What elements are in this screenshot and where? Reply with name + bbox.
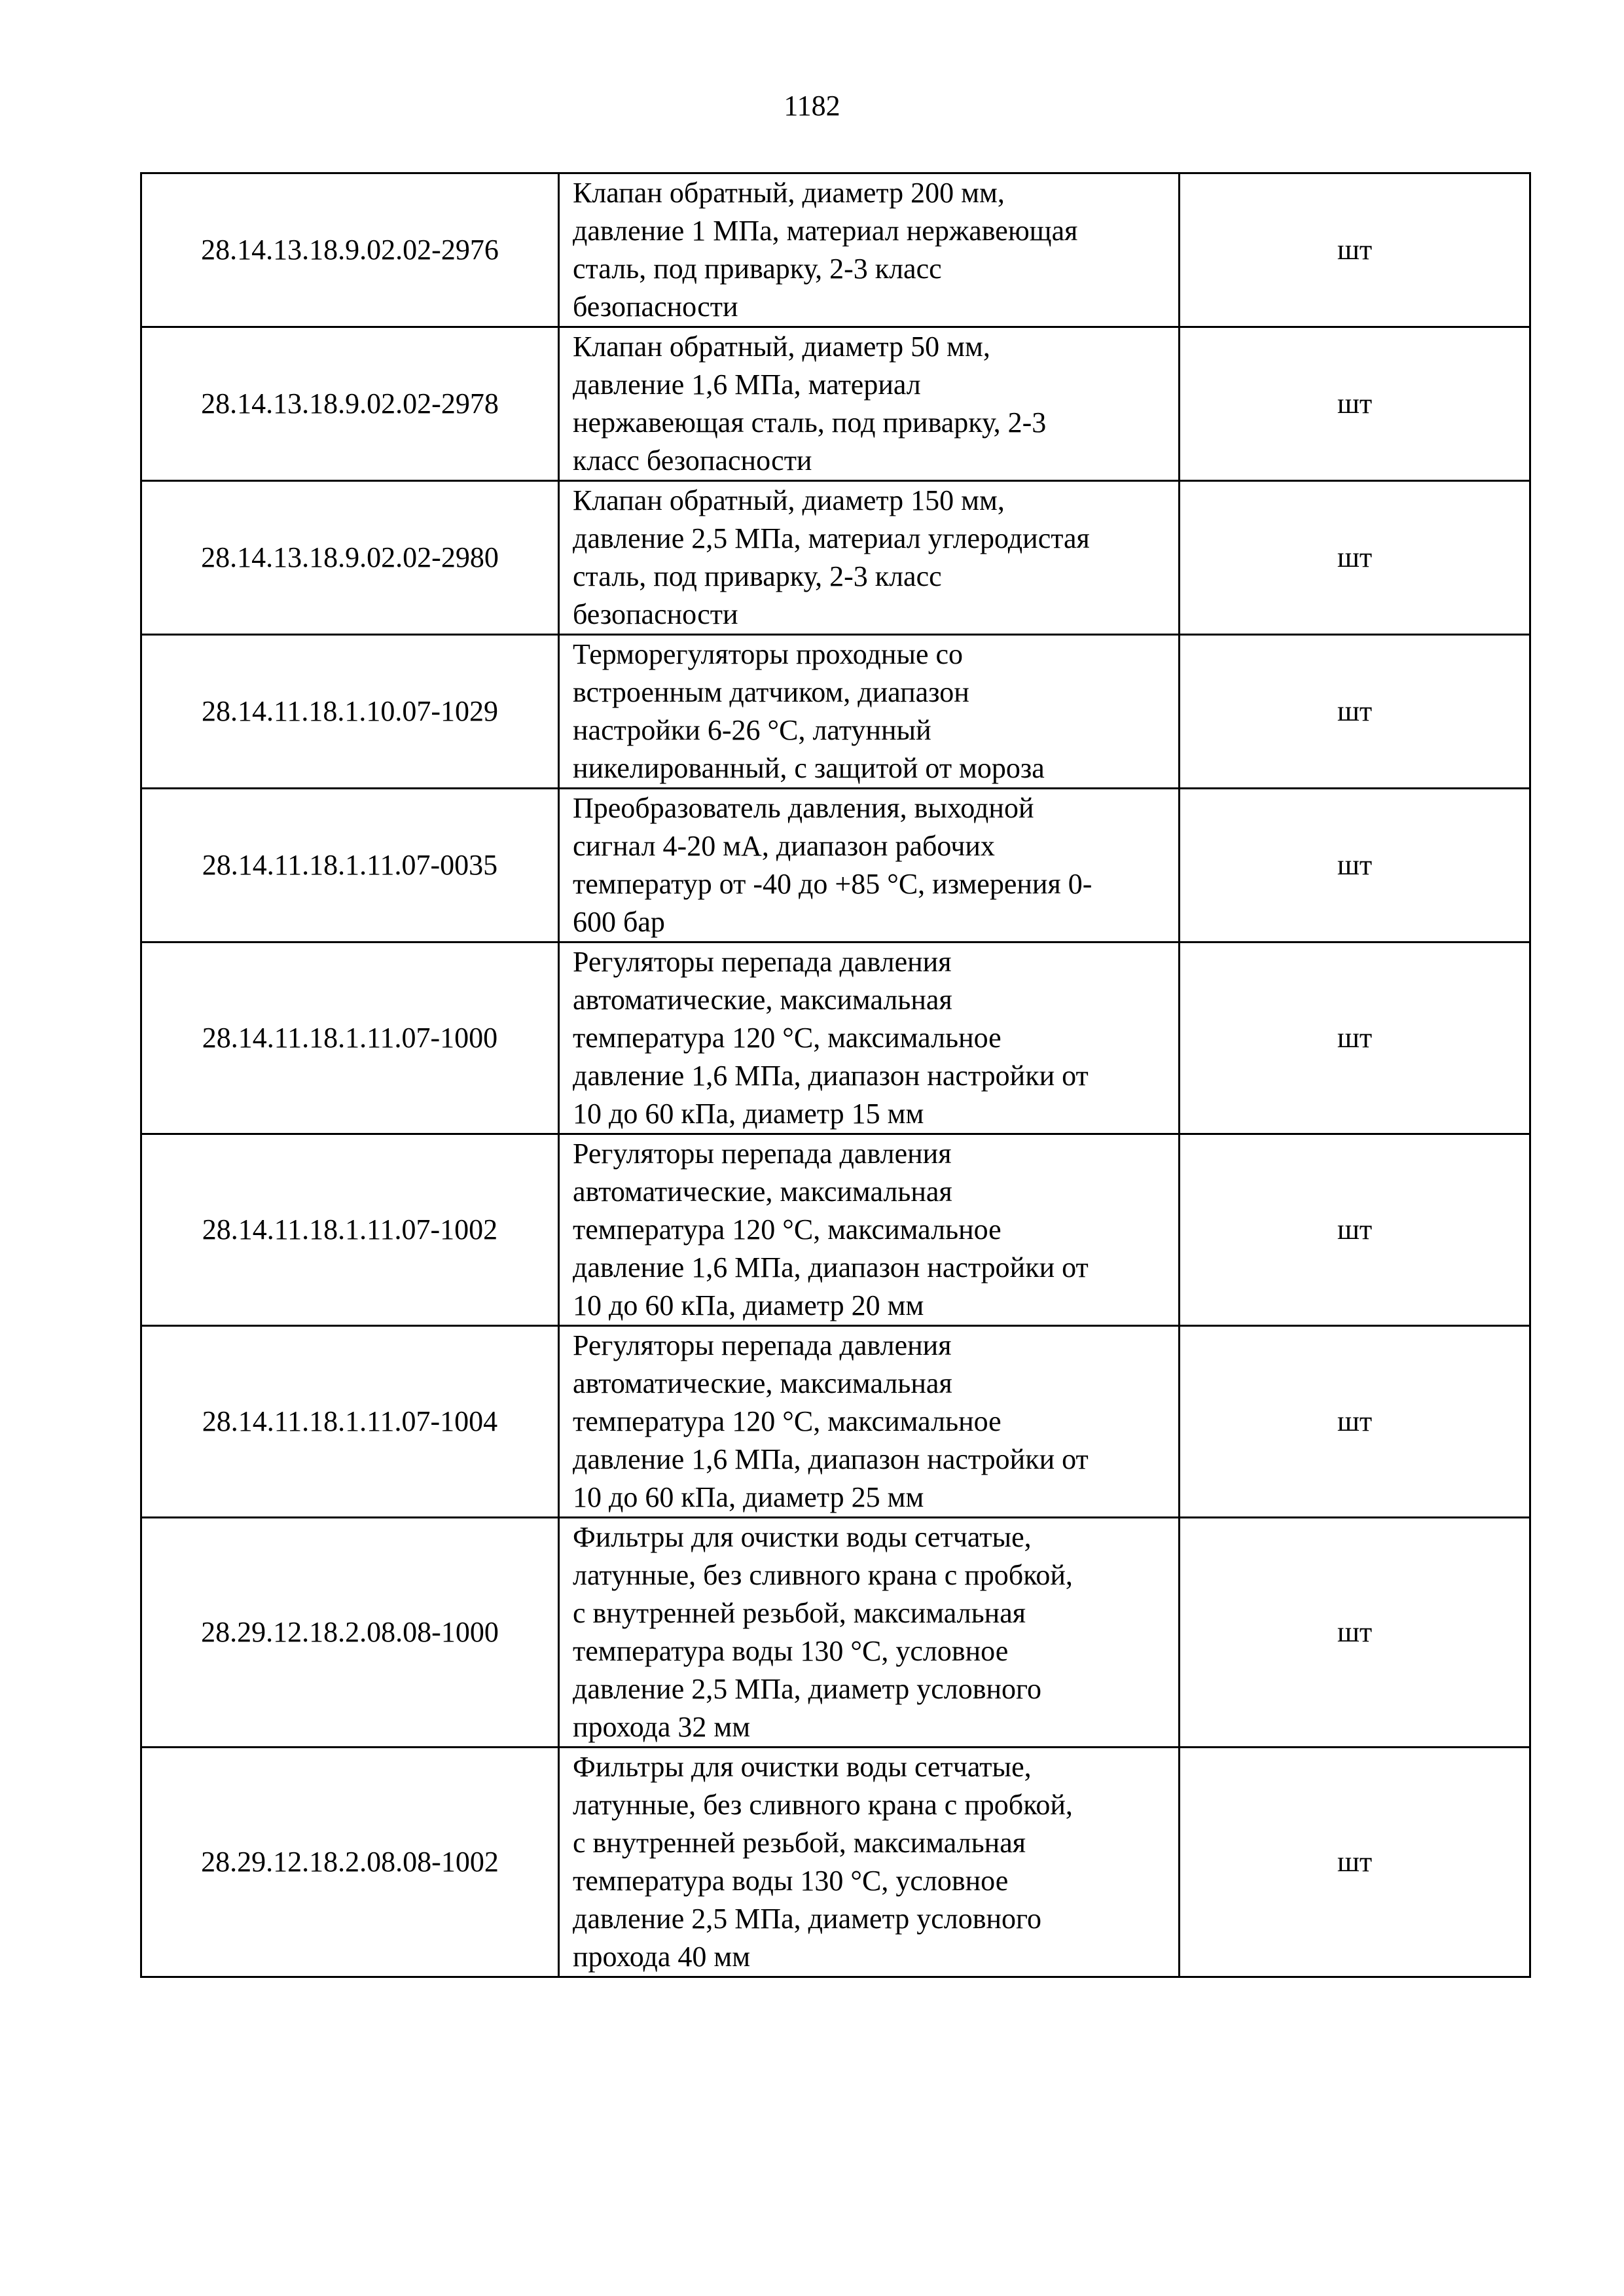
description-line: автоматические, максимальная <box>573 1367 952 1399</box>
table-row <box>141 1134 1530 1326</box>
catalog-table <box>140 172 1531 1978</box>
resource-code: 28.14.11.18.1.10.07-1029 <box>141 635 559 789</box>
description-line: давление 1,6 МПа, материал <box>573 368 921 401</box>
description-line: нержавеющая сталь, под приварку, 2-3 <box>573 406 1047 439</box>
description-line: с внутренней резьбой, максимальная <box>573 1827 1026 1859</box>
resource-code: 28.29.12.18.2.08.08-1002 <box>141 1748 559 1977</box>
table-row <box>141 789 1530 942</box>
description-line: Терморегуляторы проходные со <box>573 638 964 670</box>
description-line: давление 2,5 МПа, диаметр условного <box>573 1673 1042 1705</box>
resource-code: 28.14.11.18.1.11.07-1002 <box>141 1134 559 1326</box>
description-line: Фильтры для очистки воды сетчатые, <box>573 1521 1032 1553</box>
description-line: автоматические, максимальная <box>573 984 952 1016</box>
description-line: Клапан обратный, диаметр 50 мм, <box>573 331 990 363</box>
description-line: 10 до 60 кПа, диаметр 20 мм <box>573 1289 924 1321</box>
description-line: 10 до 60 кПа, диаметр 15 мм <box>573 1098 924 1130</box>
description-line: Регуляторы перепада давления <box>573 946 952 978</box>
resource-description <box>559 1134 1180 1326</box>
description-line: сигнал 4-20 мА, диапазон рабочих <box>573 830 995 862</box>
table-row <box>141 635 1530 789</box>
unit-of-measure: шт <box>1180 1748 1530 1977</box>
resource-description <box>559 635 1180 789</box>
unit-of-measure: шт <box>1180 1518 1530 1748</box>
description-line: Фильтры для очистки воды сетчатые, <box>573 1751 1032 1783</box>
description-line: Преобразователь давления, выходной <box>573 792 1034 824</box>
description-line: никелированный, с защитой от мороза <box>573 752 1045 784</box>
description-line: прохода 32 мм <box>573 1711 751 1743</box>
table-row <box>141 481 1530 635</box>
description-line: Регуляторы перепада давления <box>573 1329 952 1361</box>
description-line: латунные, без сливного крана с пробкой, <box>573 1789 1073 1821</box>
table-row <box>141 327 1530 481</box>
resource-description <box>559 942 1180 1134</box>
description-line: давление 2,5 МПа, материал углеродистая <box>573 522 1090 554</box>
unit-of-measure: шт <box>1180 327 1530 481</box>
unit-of-measure: шт <box>1180 942 1530 1134</box>
description-line: давление 1,6 МПа, диапазон настройки от <box>573 1251 1089 1283</box>
unit-of-measure: шт <box>1180 173 1530 327</box>
resource-code: 28.14.11.18.1.11.07-0035 <box>141 789 559 942</box>
resource-code: 28.14.13.18.9.02.02-2980 <box>141 481 559 635</box>
resource-description <box>559 1326 1180 1518</box>
resource-description <box>559 481 1180 635</box>
resource-description <box>559 327 1180 481</box>
description-line: давление 1 МПа, материал нержавеющая <box>573 215 1078 247</box>
description-line: сталь, под приварку, 2-3 класс <box>573 560 942 592</box>
description-line: с внутренней резьбой, максимальная <box>573 1597 1026 1629</box>
table-row <box>141 942 1530 1134</box>
description-line: температура воды 130 °С, условное <box>573 1635 1009 1667</box>
resource-description <box>559 173 1180 327</box>
resource-code: 28.14.13.18.9.02.02-2976 <box>141 173 559 327</box>
description-line: латунные, без сливного крана с пробкой, <box>573 1559 1073 1591</box>
description-line: встроенным датчиком, диапазон <box>573 676 969 708</box>
description-line: температур от -40 до +85 °С, измерения 0- <box>573 868 1092 900</box>
unit-of-measure: шт <box>1180 481 1530 635</box>
description-line: безопасности <box>573 598 738 630</box>
table-row <box>141 1748 1530 1977</box>
description-line: прохода 40 мм <box>573 1941 751 1973</box>
description-line: давление 2,5 МПа, диаметр условного <box>573 1903 1042 1935</box>
description-line: давление 1,6 МПа, диапазон настройки от <box>573 1443 1089 1475</box>
table-row <box>141 1518 1530 1748</box>
resource-code: 28.29.12.18.2.08.08-1000 <box>141 1518 559 1748</box>
description-line: автоматические, максимальная <box>573 1175 952 1208</box>
description-line: сталь, под приварку, 2-3 класс <box>573 253 942 285</box>
catalog-table-body <box>141 173 1530 1977</box>
description-line: температура 120 °С, максимальное <box>573 1022 1001 1054</box>
description-line: температура 120 °С, максимальное <box>573 1405 1001 1437</box>
resource-code: 28.14.11.18.1.11.07-1004 <box>141 1326 559 1518</box>
resource-description <box>559 1518 1180 1748</box>
description-line: 600 бар <box>573 906 665 938</box>
resource-code: 28.14.11.18.1.11.07-1000 <box>141 942 559 1134</box>
description-line: Клапан обратный, диаметр 150 мм, <box>573 484 1005 516</box>
description-line: настройки 6-26 °С, латунный <box>573 714 931 746</box>
description-line: Клапан обратный, диаметр 200 мм, <box>573 177 1005 209</box>
resource-description <box>559 789 1180 942</box>
description-line: температура воды 130 °С, условное <box>573 1865 1009 1897</box>
resource-description <box>559 1748 1180 1977</box>
description-line: класс безопасности <box>573 444 812 476</box>
table-row <box>141 173 1530 327</box>
description-line: Регуляторы перепада давления <box>573 1138 952 1170</box>
resource-code: 28.14.13.18.9.02.02-2978 <box>141 327 559 481</box>
table-row <box>141 1326 1530 1518</box>
unit-of-measure: шт <box>1180 635 1530 789</box>
description-line: безопасности <box>573 291 738 323</box>
unit-of-measure: шт <box>1180 1134 1530 1326</box>
page-number: 1182 <box>784 90 840 122</box>
description-line: давление 1,6 МПа, диапазон настройки от <box>573 1060 1089 1092</box>
description-line: 10 до 60 кПа, диаметр 25 мм <box>573 1481 924 1513</box>
description-line: температура 120 °С, максимальное <box>573 1213 1001 1246</box>
unit-of-measure: шт <box>1180 1326 1530 1518</box>
unit-of-measure: шт <box>1180 789 1530 942</box>
